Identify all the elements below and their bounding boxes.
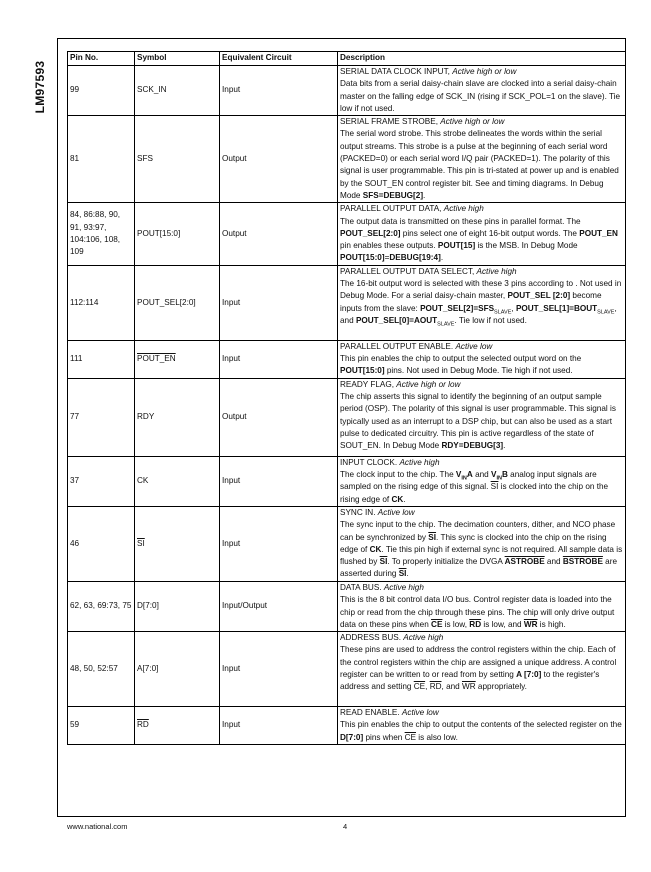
symbol-cell: A[7:0] bbox=[135, 632, 220, 707]
desc-bold: $\overline{CE}$ bbox=[431, 619, 443, 629]
header-description: Description bbox=[338, 52, 626, 66]
pin-cell: 84, 86:88, 90, 91, 93:97, 104:106, 108, 109 bbox=[68, 203, 135, 265]
circuit-cell: Input bbox=[220, 632, 338, 707]
pin-cell: 112:114 bbox=[68, 265, 135, 340]
desc-text: pins select one of eight 16-bit output words. The bbox=[400, 228, 580, 238]
desc-text: This pin enables the chip to output the selected output word on the bbox=[340, 354, 582, 364]
description-cell bbox=[338, 203, 626, 265]
circuit-cell: Output bbox=[220, 203, 338, 265]
description-cell bbox=[338, 378, 626, 456]
desc-subscript: IN bbox=[461, 475, 467, 482]
desc-title-polarity: Active high or low bbox=[452, 67, 517, 76]
desc-body: Data bits from a serial daisy-chain slave are clocked into a serial daisy-chain master on the falling edge of SCK_IN (rising if SCK_POL=1 on the slave). Tie low if not used. bbox=[340, 79, 621, 113]
desc-title: PARALLEL OUTPUT ENABLE. bbox=[340, 341, 456, 351]
desc-title: ADDRESS BUS. bbox=[340, 633, 404, 643]
symbol-cell: RDY bbox=[135, 378, 220, 456]
desc-text: . bbox=[406, 569, 409, 579]
desc-bold: POUT[15:0] bbox=[340, 366, 385, 376]
desc-text: The chip asserts this signal to identify the beginning of an output sample period (OSP). The polarity of this signal is user programmable. This signal is typically used as an interrupt to a DSP chip, but can also be used as a start pulse to dedicated circuitry. This pin is active regardless of the state of SOUT_EN. In Debug Mode bbox=[340, 392, 616, 451]
desc-title-polarity: Active high bbox=[476, 266, 517, 276]
desc-subscript: IN bbox=[496, 475, 502, 482]
desc-title-polarity: Active low bbox=[377, 507, 415, 517]
header-symbol: Symbol bbox=[135, 52, 220, 66]
description-cell bbox=[338, 506, 626, 581]
desc-bold: $\overline{SI}$ bbox=[428, 532, 437, 542]
desc-bold: D[7:0] bbox=[340, 732, 364, 742]
symbol-cell: POUT[15:0] bbox=[135, 203, 220, 265]
desc-text: = bbox=[384, 253, 390, 263]
table-header-row bbox=[68, 52, 626, 66]
desc-text: and bbox=[472, 470, 492, 480]
desc-text: This pin enables the chip to output the contents of the selected register on the bbox=[340, 720, 622, 730]
desc-text: pins. Not used in Debug Mode. Tie high if not used. bbox=[384, 366, 573, 376]
symbol-overline: POUT_EN bbox=[137, 354, 176, 364]
desc-title-polarity: Active low bbox=[401, 708, 439, 718]
desc-subscript: SLAVE bbox=[437, 321, 455, 328]
desc-bold: POUT[15:0] bbox=[340, 253, 385, 263]
description-cell bbox=[338, 265, 626, 340]
desc-bold: $\overline{SI}$ bbox=[379, 557, 388, 567]
desc-bold: B bbox=[501, 470, 508, 480]
header-equivalent-circuit: Equivalent Circuit bbox=[220, 52, 338, 66]
desc-text: , bbox=[425, 682, 430, 692]
desc-bold: POUT_SEL[1] bbox=[515, 303, 570, 313]
desc-text: , and bbox=[340, 303, 617, 325]
desc-text: These pins are used to address the control registers within the chip. Each of the control registers within the chip are assigned a unique address. A control register can be written to or read from by setting bbox=[340, 645, 617, 680]
desc-text: , bbox=[511, 303, 516, 313]
desc-text: is also low. bbox=[416, 732, 458, 742]
desc-bold: $\overline{WR}$ bbox=[523, 619, 538, 629]
desc-subscript: SLAVE bbox=[597, 309, 615, 316]
desc-title: READ ENABLE. bbox=[340, 708, 402, 718]
desc-title: SERIAL FRAME STROBE, bbox=[340, 117, 441, 127]
desc-title: READY FLAG, bbox=[340, 379, 397, 389]
table-row bbox=[68, 203, 626, 265]
desc-text: is clocked into the chip on the rising edge of bbox=[340, 482, 609, 504]
desc-title-polarity: Active high or low bbox=[396, 379, 461, 389]
desc-title-polarity: Active high or low bbox=[440, 117, 505, 127]
symbol-cell: POUT_SEL[2:0] bbox=[135, 265, 220, 340]
side-part-number bbox=[30, 40, 52, 140]
table-row bbox=[68, 456, 626, 506]
desc-text: . This sync is clocked into the chip on the rising edge of bbox=[340, 532, 607, 554]
desc-title-polarity: Active high bbox=[443, 204, 484, 214]
pin-cell: 99 bbox=[68, 66, 135, 116]
circuit-cell: Input bbox=[220, 265, 338, 340]
desc-title: DATA BUS. bbox=[340, 582, 384, 592]
desc-text: is low, and bbox=[481, 619, 524, 629]
desc-text: is low, bbox=[442, 619, 470, 629]
desc-title-polarity: Active high bbox=[383, 582, 424, 592]
description-cell bbox=[338, 66, 626, 116]
desc-text: The output data is transmitted on these pins in parallel format. The bbox=[340, 216, 581, 226]
desc-title-polarity: Active high bbox=[399, 457, 440, 467]
symbol-cell: CK bbox=[135, 456, 220, 506]
desc-bold: A [7:0] bbox=[516, 670, 542, 680]
part-number-label: LM97593 bbox=[33, 60, 47, 114]
table-row bbox=[68, 506, 626, 581]
desc-bold: =SFS bbox=[473, 303, 495, 313]
desc-text: . Tie low if not used. bbox=[454, 315, 527, 325]
symbol-cell: SCK_IN bbox=[135, 66, 220, 116]
desc-text: and bbox=[544, 557, 563, 567]
circuit-cell: Input bbox=[220, 707, 338, 745]
desc-text: , and bbox=[441, 682, 463, 692]
pin-cell: 111 bbox=[68, 340, 135, 378]
desc-title: SERIAL DATA CLOCK INPUT, bbox=[340, 67, 453, 76]
header-pin-no: Pin No. bbox=[68, 52, 135, 66]
desc-bold: V bbox=[455, 470, 462, 480]
desc-bold: POUT_SEL[2] bbox=[420, 303, 474, 313]
circuit-cell: Input/Output bbox=[220, 581, 338, 631]
description-cell bbox=[338, 340, 626, 378]
desc-text: . bbox=[440, 253, 444, 263]
description-cell bbox=[338, 456, 626, 506]
desc-bold: BSTROBE bbox=[562, 557, 603, 567]
table-row bbox=[68, 340, 626, 378]
table-row bbox=[68, 581, 626, 631]
desc-text: are asserted during bbox=[340, 557, 618, 579]
symbol-cell bbox=[135, 506, 220, 581]
desc-bold: POUT_SEL[2:0] bbox=[340, 228, 401, 238]
desc-text: pins when bbox=[363, 732, 405, 742]
table-row bbox=[68, 116, 626, 203]
desc-body: The serial word strobe. This strobe delineates the words within the serial output streams. This strobe is a pulse at the beginning of each serial word (PACKED=0) or each serial word I/Q pair (PACKED=1). The polarity of this signal is user programmable. This pin is tri-stated at power up and is enabled by the SOUT_EN control register bit. See and timing diagrams. In Debug Mode bbox=[340, 129, 619, 200]
description-cell bbox=[338, 707, 626, 745]
desc-bold: DEBUG[19:4] bbox=[389, 253, 441, 263]
desc-bold: SFS=DEBUG[2] bbox=[362, 190, 424, 200]
desc-bold: A bbox=[466, 470, 473, 480]
desc-text: . To properly initialize the DVGA bbox=[387, 557, 505, 567]
desc-text: The 16-bit output word is selected with these 3 pins according to . Not used in Debug Mode. For a serial daisy-chain master, bbox=[340, 279, 622, 301]
symbol-overline: $\overline{SI}$ bbox=[137, 538, 145, 548]
symbol-cell: SFS bbox=[135, 116, 220, 203]
table-row bbox=[68, 632, 626, 707]
desc-text: The sync input to the chip. The decimation counters, dither, and NCO phase can be synchronized by bbox=[340, 520, 616, 542]
pin-cell: 59 bbox=[68, 707, 135, 745]
desc-bold: $\overline{SI}$ bbox=[398, 569, 407, 579]
table-row bbox=[68, 378, 626, 456]
circuit-cell: Output bbox=[220, 116, 338, 203]
desc-title: PARALLEL OUTPUT DATA SELECT, bbox=[340, 266, 477, 276]
pin-cell: 48, 50, 52:57 bbox=[68, 632, 135, 707]
desc-text: appropriately. bbox=[475, 682, 527, 692]
desc-bold: V bbox=[491, 470, 497, 480]
desc-text: The clock input to the chip. The bbox=[340, 470, 456, 480]
desc-text: analog input signals are sampled on the rising edge of this signal. bbox=[340, 470, 597, 492]
pin-cell: 77 bbox=[68, 378, 135, 456]
pin-cell: 62, 63, 69:73, 75 bbox=[68, 581, 135, 631]
desc-overline: $\overline{RD}$ bbox=[429, 682, 442, 692]
desc-text: pin enables these outputs. bbox=[340, 241, 438, 251]
desc-bold: =BOUT bbox=[569, 303, 598, 313]
table-row bbox=[68, 265, 626, 340]
desc-overline: $\overline{CE}$ bbox=[404, 732, 416, 742]
desc-title-polarity: Active low bbox=[455, 341, 493, 351]
desc-text: become inputs from the slave: bbox=[340, 291, 602, 313]
footer-url: www.national.com bbox=[67, 822, 128, 831]
desc-title-polarity: Active high bbox=[403, 633, 444, 643]
desc-text: . bbox=[503, 441, 506, 451]
desc-bold: CK bbox=[391, 494, 404, 504]
desc-subscript: SLAVE bbox=[494, 309, 512, 316]
desc-text: . Tie this pin high if external sync is not required. All sample data is flushed by bbox=[340, 544, 623, 567]
desc-bold: $\overline{RD}$ bbox=[469, 619, 482, 629]
description-cell bbox=[338, 632, 626, 707]
desc-text: is high. bbox=[537, 619, 566, 629]
symbol-cell bbox=[135, 707, 220, 745]
desc-text: . bbox=[423, 190, 426, 200]
desc-overline: $\overline{WR}$ bbox=[462, 682, 476, 692]
circuit-cell: Input bbox=[220, 340, 338, 378]
pin-cell: 46 bbox=[68, 506, 135, 581]
pin-cell: 81 bbox=[68, 116, 135, 203]
desc-bold: POUT_SEL [2:0] bbox=[507, 291, 571, 301]
desc-overline: $\overline{SI}$ bbox=[490, 482, 499, 492]
page-number: 4 bbox=[343, 822, 348, 831]
description-cell bbox=[338, 581, 626, 631]
symbol-cell: D[7:0] bbox=[135, 581, 220, 631]
desc-overline: $\overline{CE}$ bbox=[413, 682, 426, 692]
symbol-overline: $\overline{RD}$ bbox=[137, 720, 149, 730]
desc-bold: POUT_SEL[0] bbox=[355, 315, 410, 325]
desc-bold: CK bbox=[369, 544, 382, 554]
pin-description-table bbox=[67, 51, 626, 745]
circuit-cell: Input bbox=[220, 456, 338, 506]
symbol-cell bbox=[135, 340, 220, 378]
table-row bbox=[68, 66, 626, 116]
desc-bold: RDY=DEBUG[3] bbox=[441, 441, 504, 451]
desc-bold: =AOUT bbox=[409, 315, 438, 325]
pin-cell: 37 bbox=[68, 456, 135, 506]
desc-text: This is the 8 bit control data I/O bus. Control register data is loaded into the chip or read from the chip through these pins. The chip will only drive output data on these pins when bbox=[340, 595, 615, 629]
table-row bbox=[68, 707, 626, 745]
desc-text: . bbox=[403, 494, 406, 504]
desc-text: to the register's address and setting bbox=[340, 670, 600, 692]
description-cell bbox=[338, 116, 626, 203]
circuit-cell: Input bbox=[220, 506, 338, 581]
desc-bold: POUT[15] bbox=[437, 241, 476, 251]
circuit-cell: Input bbox=[220, 66, 338, 116]
desc-text: is the MSB. In Debug Mode bbox=[475, 241, 578, 251]
desc-title: INPUT CLOCK. bbox=[340, 457, 400, 467]
desc-bold: ASTROBE bbox=[504, 557, 545, 567]
desc-title: SYNC IN. bbox=[340, 507, 378, 517]
desc-bold: POUT_EN bbox=[579, 228, 618, 238]
desc-title: PARALLEL OUTPUT DATA, bbox=[340, 204, 444, 214]
circuit-cell: Output bbox=[220, 378, 338, 456]
